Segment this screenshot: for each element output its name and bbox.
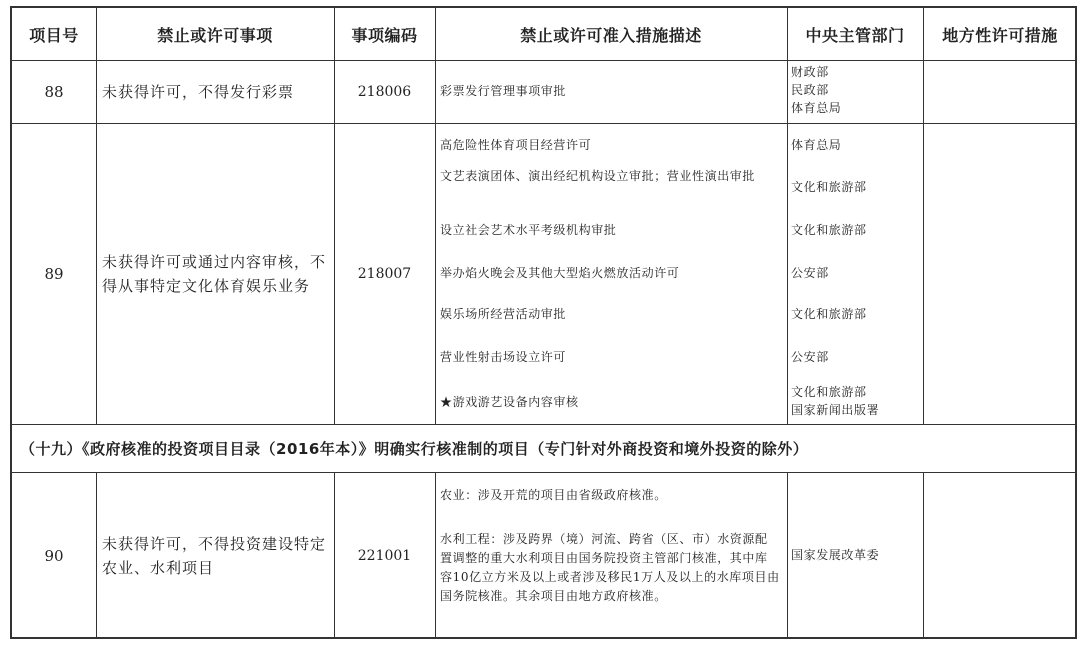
row-90-code: 221001 (357, 547, 412, 564)
row-89-dept-5: 文化和旅游部 (791, 307, 867, 321)
header-code: 事项编码 (351, 25, 418, 45)
header-no: 项目号 (29, 25, 79, 45)
row-89-desc-1: 高危险性体育项目经营许可 (440, 138, 592, 152)
row-89-dept-7: 文化和旅游部 (791, 385, 867, 399)
header-local: 地方性许可措施 (942, 25, 1058, 45)
row-90-item: 未获得许可，不得投资建设特定农业、水利项目 (102, 534, 327, 577)
row-88-desc: 彩票发行管理事项审批 (440, 84, 567, 98)
row-88-dept-3: 体育总局 (791, 101, 842, 115)
col-divider (923, 8, 924, 424)
row-89-desc-3: 设立社会艺术水平考级机构审批 (440, 223, 617, 237)
col-divider (923, 472, 924, 639)
row-89-dept-4: 公安部 (791, 266, 829, 280)
col-divider (435, 8, 436, 424)
row-89-dept-6: 公安部 (791, 350, 829, 364)
header-item: 禁止或许可事项 (157, 25, 273, 45)
row-88-dept-2: 民政部 (791, 83, 829, 97)
col-divider (787, 472, 788, 639)
row-90-no: 90 (44, 546, 64, 565)
row-89-desc-2: 文艺表演团体、演出经纪机构设立审批；营业性演出审批 (440, 169, 756, 183)
row-89-code: 218007 (357, 265, 412, 282)
row-89-desc-4: 举办焰火晚会及其他大型焰火燃放活动许可 (440, 266, 680, 280)
header-desc: 禁止或许可准入措施描述 (520, 25, 702, 45)
row-89-dept-7b: 国家新闻出版署 (791, 403, 880, 417)
row-88-no: 88 (44, 82, 64, 101)
row-89-dept-3: 文化和旅游部 (791, 223, 867, 237)
section-heading: （十九）《政府核准的投资项目目录（2016年本）》明确实行核准制的项目（专门针对外商投资和境外投资的除外） (20, 439, 809, 458)
row-88-code: 218006 (357, 83, 412, 100)
row-89-dept-1: 体育总局 (791, 138, 842, 152)
row-90-desc-2: 水利工程：涉及跨界（境）河流、跨省（区、市）水资源配置调整的重大水利项目由国务院投资主管部门核准，其中库容10亿立方米及以上或者涉及移民1万人及以上的水库项目由国务院核准。其余项目由地方政府核准。 (440, 532, 780, 603)
row-89-no: 89 (44, 264, 64, 283)
col-divider (787, 8, 788, 424)
row-89-desc-6: 营业性射击场设立许可 (440, 350, 567, 364)
row-90-dept: 国家发展改革委 (791, 548, 880, 562)
row-89-desc-5: 娱乐场所经营活动审批 (440, 307, 567, 321)
permit-table (10, 6, 1077, 639)
header-dept: 中央主管部门 (805, 25, 905, 45)
row-90-desc-1: 农业：涉及开荒的项目由省级政府核准。 (440, 488, 667, 502)
row-88-item: 未获得许可，不得发行彩票 (102, 82, 295, 101)
row-89-item: 未获得许可或通过内容审核，不得从事特定文化体育娱乐业务 (102, 252, 327, 295)
row-89-desc-7: ★游戏游艺设备内容审核 (440, 395, 579, 409)
row-88-dept-1: 财政部 (791, 65, 829, 79)
row-89-dept-2: 文化和旅游部 (791, 180, 867, 194)
col-divider (435, 472, 436, 639)
